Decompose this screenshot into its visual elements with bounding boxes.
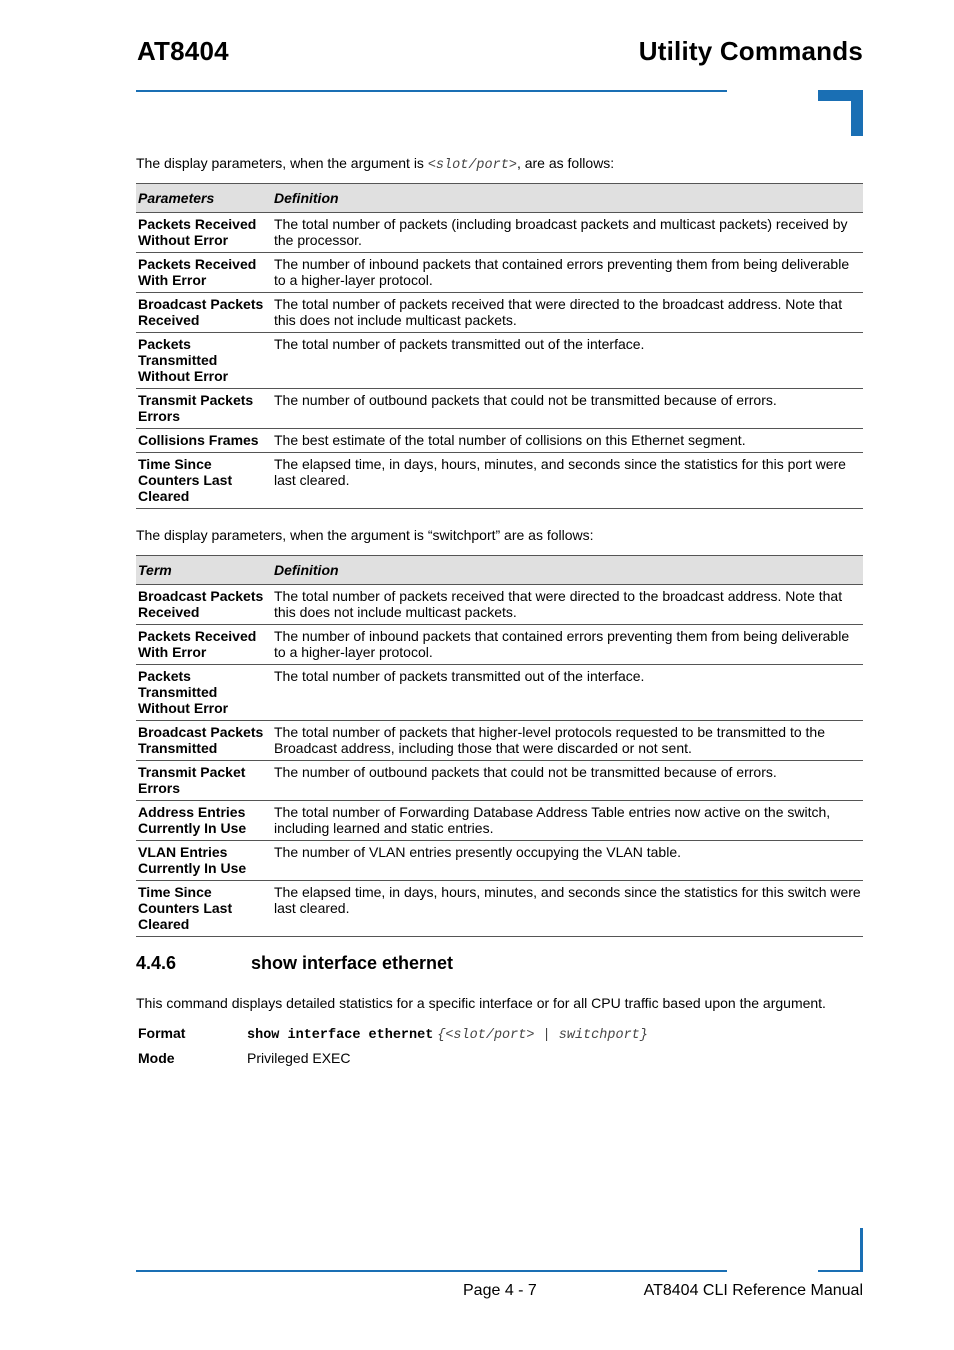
corner-mark-top-vertical (851, 90, 863, 136)
format-command: show interface ethernet (247, 1028, 434, 1043)
table-row (136, 841, 863, 881)
table-header-parameters: Parameters (136, 184, 272, 213)
section-title: show interface ethernet (251, 953, 454, 973)
definition-cell: The number of VLAN entries presently occupying the VLAN table. (272, 841, 863, 881)
intro1-arg: <slot/port> (427, 158, 517, 173)
table-row (136, 585, 863, 625)
intro1-suffix: , are as follows: (516, 155, 615, 171)
table-row (136, 253, 863, 293)
section-number: 4.4.6 (136, 953, 177, 973)
section-description: This command displays detailed statistics for a specific interface or for all CPU traffic based upon the argument. (136, 995, 826, 1011)
table-body (136, 585, 863, 937)
table-row (136, 881, 863, 937)
parameters-table-port (136, 183, 863, 509)
term-cell: Packets Transmitted Without Error (136, 333, 272, 389)
term-cell: Packets Received With Error (136, 625, 272, 665)
table-header-definition: Definition (272, 556, 863, 585)
corner-mark-bottom (860, 1228, 863, 1272)
header-chapter: Utility Commands (638, 36, 863, 66)
term-cell: Transmit Packets Errors (136, 389, 272, 429)
term-cell: Address Entries Currently In Use (136, 801, 272, 841)
definition-cell: The best estimate of the total number of collisions on this Ethernet segment. (272, 429, 863, 453)
table-row (136, 213, 863, 253)
intro1-prefix: The display parameters, when the argument is (136, 155, 428, 171)
term-cell: VLAN Entries Currently In Use (136, 841, 272, 881)
term-cell: Packets Received Without Error (136, 213, 272, 253)
table-row (136, 721, 863, 761)
format-label: Format (138, 1025, 186, 1041)
table-row (136, 293, 863, 333)
table-body (136, 213, 863, 509)
term-cell: Transmit Packet Errors (136, 761, 272, 801)
table-row (136, 801, 863, 841)
corner-mark-bottom-horizontal (818, 1270, 863, 1272)
format-value (247, 1025, 648, 1043)
definition-cell: The elapsed time, in days, hours, minutes, and seconds since the statistics for this switch were last cleared. (272, 881, 863, 937)
definition-cell: The elapsed time, in days, hours, minutes, and seconds since the statistics for this port were last cleared. (272, 453, 863, 509)
footer-manual-title: AT8404 CLI Reference Manual (643, 1282, 863, 1299)
table-header-row (136, 556, 863, 585)
definition-cell: The number of outbound packets that could not be transmitted because of errors. (272, 389, 863, 429)
footer-rule (136, 1270, 727, 1272)
definition-cell: The total number of packets (including broadcast packets and multicast packets) received by the processor. (272, 213, 863, 253)
term-cell: Time Since Counters Last Cleared (136, 881, 272, 937)
definition-cell: The total number of packets transmitted out of the interface. (272, 665, 863, 721)
table-row (136, 625, 863, 665)
table-row (136, 429, 863, 453)
table-row (136, 389, 863, 429)
term-cell: Packets Transmitted Without Error (136, 665, 272, 721)
table-header-definition: Definition (272, 184, 863, 213)
definition-cell: The total number of packets received that were directed to the broadcast address. Note that this does not include multicast packets. (272, 293, 863, 333)
table-header-row (136, 184, 863, 213)
header-product: AT8404 (137, 36, 229, 66)
definition-cell: The total number of packets transmitted out of the interface. (272, 333, 863, 389)
definition-cell: The total number of Forwarding Database Address Table entries now active on the switch, including learned and static entries. (272, 801, 863, 841)
definition-cell: The total number of packets that higher-level protocols requested to be transmitted to the Broadcast address, including those that were discarded or not sent. (272, 721, 863, 761)
mode-label: Mode (138, 1050, 175, 1066)
term-cell: Broadcast Packets Received (136, 293, 272, 333)
term-cell: Packets Received With Error (136, 253, 272, 293)
mode-value: Privileged EXEC (247, 1050, 351, 1066)
intro-paragraph-2: The display parameters, when the argument is “switchport” are as follows: (136, 527, 594, 543)
definition-cell: The total number of packets received that were directed to the broadcast address. Note that this does not include multicast packets. (272, 585, 863, 625)
definition-cell: The number of inbound packets that contained errors preventing them from being deliverable to a higher-layer protocol. (272, 625, 863, 665)
table-row (136, 453, 863, 509)
term-cell: Collisions Frames (136, 429, 272, 453)
table-row (136, 761, 863, 801)
header-rule (136, 90, 727, 92)
table-row (136, 665, 863, 721)
term-cell: Broadcast Packets Received (136, 585, 272, 625)
parameters-table-switchport (136, 555, 863, 937)
term-cell: Broadcast Packets Transmitted (136, 721, 272, 761)
format-arguments: {<slot/port> | switchport} (437, 1028, 648, 1043)
intro-paragraph-1 (136, 155, 614, 173)
definition-cell: The number of outbound packets that could not be transmitted because of errors. (272, 761, 863, 801)
table-header-term: Term (136, 556, 272, 585)
definition-cell: The number of inbound packets that contained errors preventing them from being deliverable to a higher-layer protocol. (272, 253, 863, 293)
table-row (136, 333, 863, 389)
footer-page-number: Page 4 - 7 (463, 1282, 537, 1299)
term-cell: Time Since Counters Last Cleared (136, 453, 272, 509)
